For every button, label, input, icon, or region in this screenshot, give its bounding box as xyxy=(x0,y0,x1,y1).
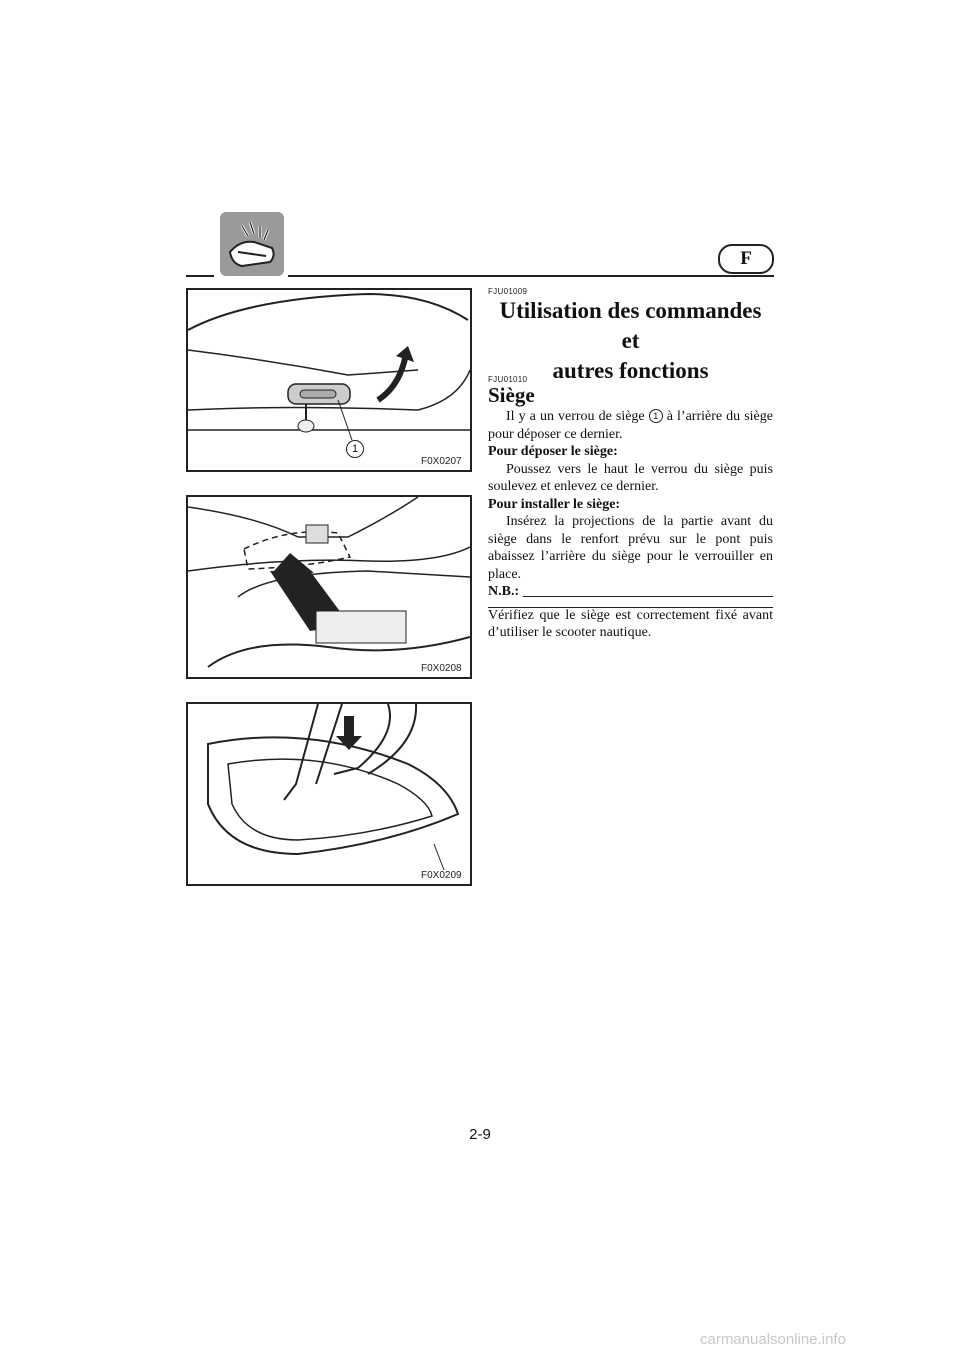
language-badge: F xyxy=(718,244,774,274)
install-heading: Pour installer le siège: xyxy=(488,496,621,512)
figure-seat-install xyxy=(186,495,472,679)
watermark: carmanualsonline.info xyxy=(700,1331,846,1348)
subsection-title: Siège xyxy=(488,383,535,407)
note-label: N.B.: xyxy=(488,584,520,599)
intro-paragraph: Il y a un verrou de siège 1 à l’arrière du siège pour déposer ce dernier. xyxy=(488,409,773,442)
header-rule-left xyxy=(186,275,214,277)
note-rule xyxy=(523,596,773,597)
section-code: FJU01009 xyxy=(488,287,528,296)
figure-seat-press xyxy=(186,702,472,886)
section-title: Utilisation des commandes et autres fonctions xyxy=(499,298,762,383)
remove-text: Poussez vers le haut le verrou du siège puis soulevez et enlevez ce dernier. xyxy=(488,461,773,494)
figure-callout-1: 1 xyxy=(346,440,364,458)
callout-1: 1 xyxy=(649,409,663,423)
page-number: 2-9 xyxy=(469,1126,491,1143)
note-header xyxy=(488,583,773,601)
note-text: Vérifiez que le siège est correctement fixé avant d’utiliser le scooter nautique. xyxy=(488,607,773,640)
figure-code: F0X0208 xyxy=(421,663,462,674)
remove-heading: Pour déposer le siège: xyxy=(488,444,618,459)
note-bottom-rule xyxy=(488,607,773,608)
subsection-code: FJU01010 xyxy=(488,375,528,384)
figure-code: F0X0207 xyxy=(421,456,462,467)
figure-code: F0X0209 xyxy=(421,870,462,881)
figure-seat-lock xyxy=(186,288,472,472)
jetski-operation-icon xyxy=(220,212,284,276)
header-rule-right xyxy=(288,275,774,277)
install-text: Insérez la projections de la partie avant du siège dans le renfort prévu sur le pont puis abaissez l’arrière du siège pour le verrouiller en place. xyxy=(488,514,773,582)
